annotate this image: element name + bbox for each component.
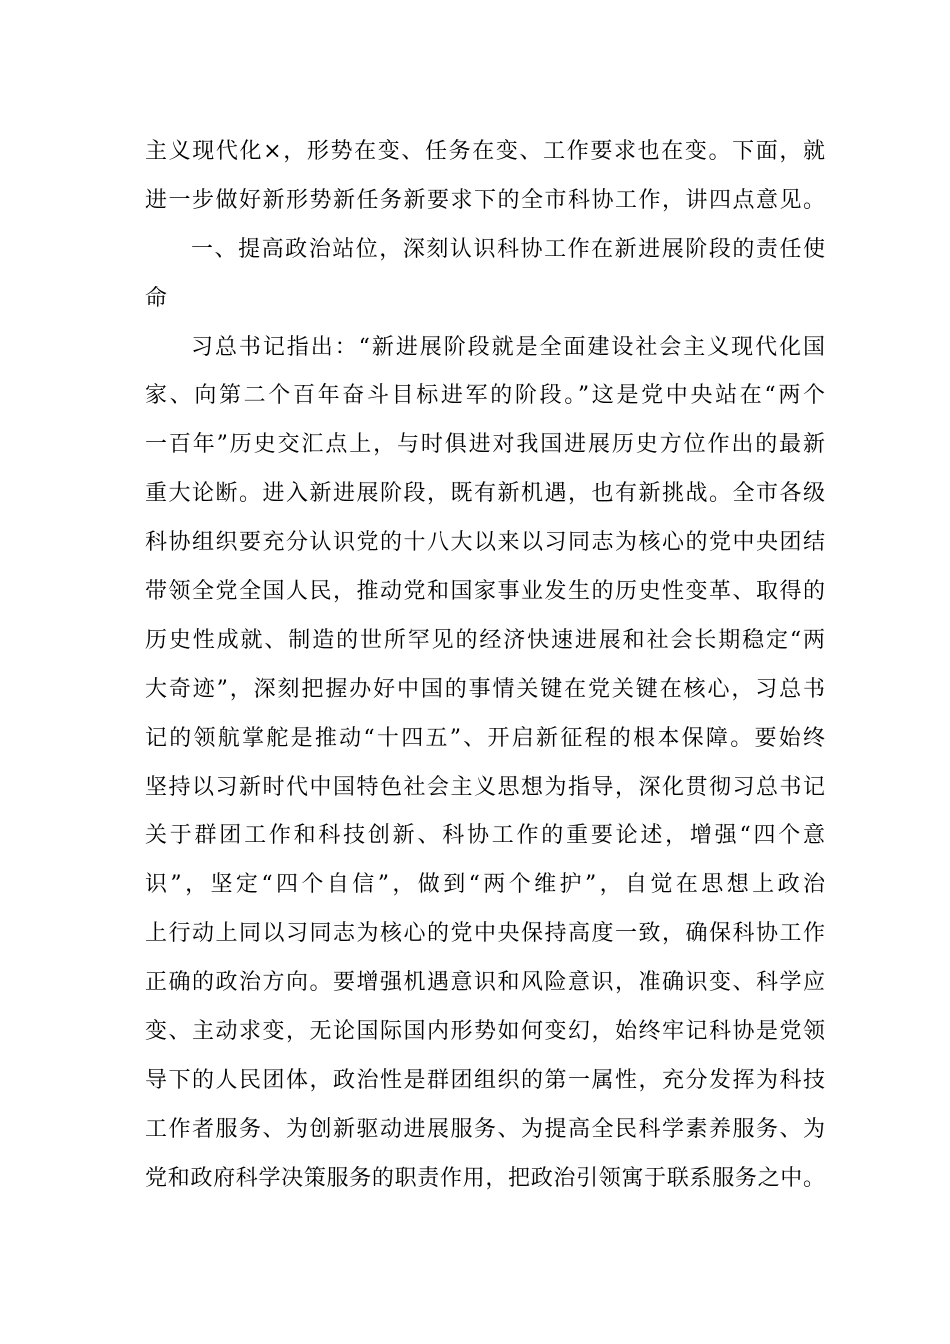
text-line: 带领全党全国人民，推动党和国家事业发生的历史性变革、取得的 (145, 579, 825, 605)
text-line: 记的领航掌舵是推动“十四五”、开启新征程的根本保障。要始终 (145, 725, 825, 751)
heading-line: 一、提高政治站位，深刻认识科协工作在新进展阶段的责任使 (191, 236, 825, 262)
heading-line: 命 (145, 285, 168, 311)
text-line: 变、主动求变，无论国际国内形势如何变幻，始终牢记科协是党领 (145, 1019, 825, 1045)
text-line: 关于群团工作和科技创新、科协工作的重要论述，增强“四个意 (145, 823, 825, 849)
text-line: 大奇迹”，深刻把握办好中国的事情关键在党关键在核心，习总书 (145, 676, 825, 702)
text-line: 正确的政治方向。要增强机遇意识和风险意识，准确识变、科学应 (145, 970, 825, 996)
text-line: 科协组织要充分认识党的十八大以来以习同志为核心的党中央团结 (145, 530, 825, 556)
text-line: 识”，坚定“四个自信”，做到“两个维护”，自觉在思想上政治 (145, 872, 825, 898)
text-line: 工作者服务、为创新驱动进展服务、为提高全民科学素养服务、为 (145, 1116, 825, 1142)
paragraph-intro-continuation (145, 128, 825, 226)
text-line: 主义现代化×，形势在变、任务在变、工作要求也在变。下面，就 (145, 139, 825, 164)
section-heading (145, 226, 825, 324)
text-line: 一百年”历史交汇点上，与时俱进对我国进展历史方位作出的最新 (145, 432, 825, 458)
text-line: 党和政府科学决策服务的职责作用，把政治引领寓于联系服务之中。 (145, 1165, 825, 1191)
text-line: 历史性成就、制造的世所罕见的经济快速进展和社会长期稳定“两 (145, 627, 825, 653)
document-body (145, 128, 825, 1204)
text-line: 习总书记指出：“新进展阶段就是全面建设社会主义现代化国 (191, 334, 825, 360)
text-line: 家、向第二个百年奋斗目标进军的阶段。”这是党中央站在“两个 (145, 383, 825, 409)
text-line: 重大论断。进入新进展阶段，既有新机遇，也有新挑战。全市各级 (145, 481, 825, 507)
paragraph-section-1-body (145, 324, 825, 1204)
text-line: 坚持以习新时代中国特色社会主义思想为指导，深化贯彻习总书记 (145, 774, 825, 800)
text-line: 导下的人民团体，政治性是群团组织的第一属性，充分发挥为科技 (145, 1067, 825, 1093)
text-line: 上行动上同以习同志为核心的党中央保持高度一致，确保科协工作 (145, 921, 825, 947)
text-line: 进一步做好新形势新任务新要求下的全市科协工作，讲四点意见。 (145, 187, 825, 213)
